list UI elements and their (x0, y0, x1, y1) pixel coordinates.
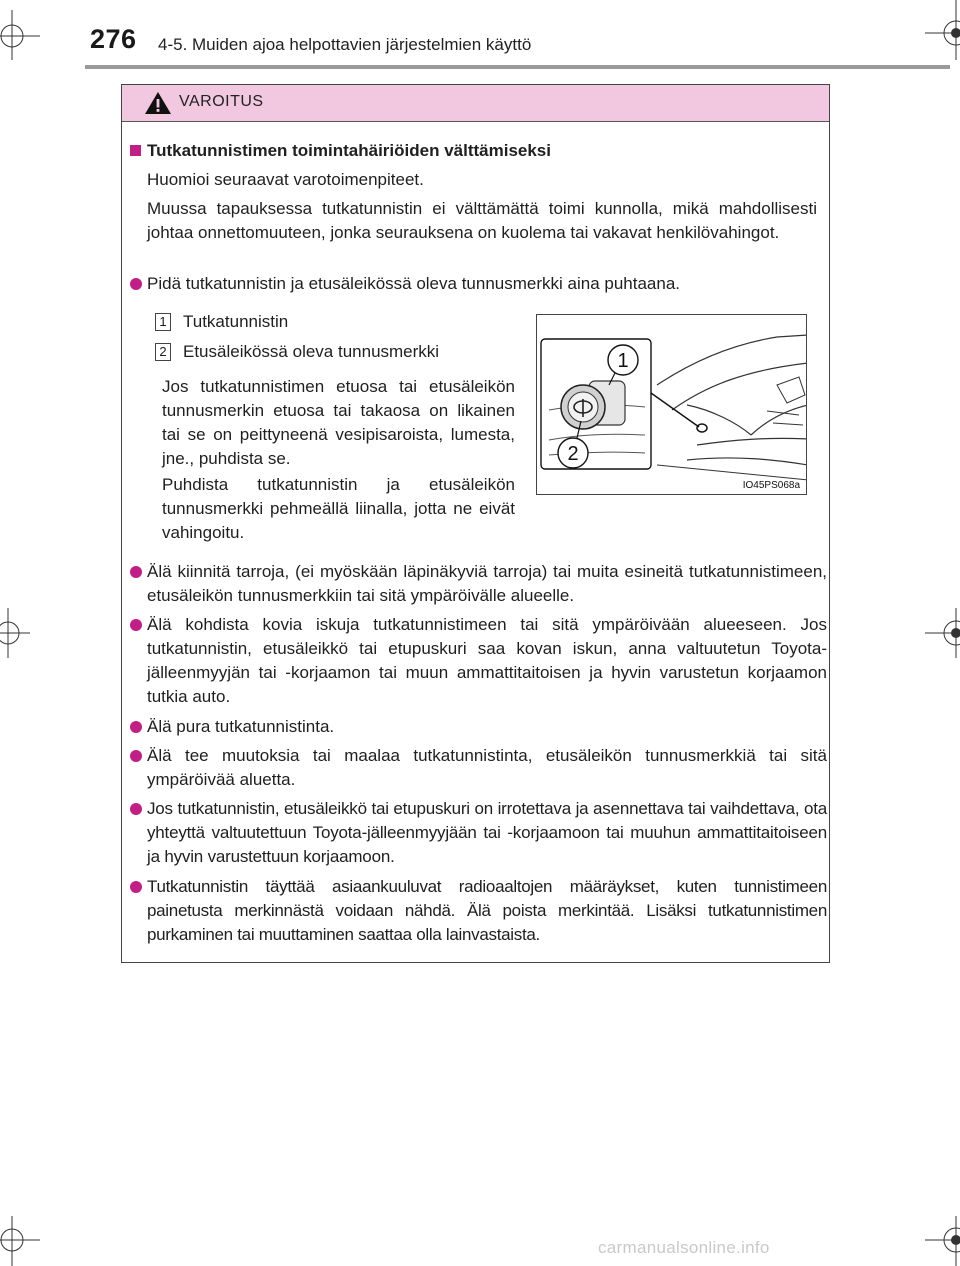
bullet-radio-regulations: Tutkatunnistin täyttää asiaankuuluvat radioaaltojen määräykset, kuten tunnistimeen painetusta merkinnästä voidaan nähdä. Älä poista merkintää. Lisäksi tutkatunnistimen purkaminen tai muuttaminen saattaa olla lainvastaista. (147, 877, 827, 944)
consequence-paragraph: Muussa tapauksessa tutkatunnistin ei välttämättä toimi kunnolla, mikä mahdollisesti johtaa onnettomuuteen, jonka seurauksena on kuolema tai vakavat henkilövahingot. (147, 199, 817, 242)
chapter-title: 4-5. Muiden ajoa helpottavien järjestelmien käyttö (158, 35, 532, 54)
callout-number-1: 1 (155, 313, 171, 331)
bullet-no-modifications: Älä tee muutoksia tai maalaa tutkatunnistinta, etusäleikön tunnusmerkkiä tai sitä ympäröivää aluetta. (147, 746, 827, 789)
warning-header (122, 85, 829, 122)
svg-text:1: 1 (617, 350, 629, 372)
warning-label: VAROITUS (179, 93, 264, 110)
callout-number-2: 2 (155, 343, 171, 361)
warning-box (121, 84, 830, 963)
soft-cloth-note: Puhdista tutkatunnistin ja etusäleikön tunnusmerkki pehmeällä liinalla, jotta ne eivät vahingoitu. (162, 475, 515, 542)
bullet-dot-icon (130, 750, 142, 762)
crop-mark-left-middle (0, 608, 30, 658)
car-front-illustration (537, 315, 807, 495)
warning-triangle-icon (144, 91, 172, 115)
callout-label-1: Tutkatunnistin (183, 312, 289, 331)
section-square-icon (130, 145, 141, 156)
bullet-dot-icon (130, 881, 142, 893)
crop-mark-top-left (0, 10, 40, 60)
header-rule (85, 65, 950, 69)
bullet-no-impacts: Älä kohdista kovia iskuja tutkatunnistimeen tai sitä ympäröivään alueeseen. Jos tutkatunnistin, etusäleikkö tai etupuskuri saa kovan iskun, anna valtuutetun Toyota-jälleenmyyjän tai -korjaamon tai muun ammattitaitoisen ja hyvin varustetun korjaamon tutkia auto. (147, 615, 827, 706)
bullet-keep-clean: Pidä tutkatunnistin ja etusäleikössä oleva tunnusmerkki aina puhtaana. (147, 274, 681, 293)
watermark: carmanualsonline.info (598, 1238, 770, 1257)
bullet-dot-icon (130, 619, 142, 631)
bullet-dot-icon (130, 721, 142, 733)
section-title: Tutkatunnistimen toimintahäiriöiden välttämiseksi (147, 141, 551, 160)
bullet-dot-icon (130, 278, 142, 290)
crop-mark-top-right (925, 0, 960, 60)
crop-mark-right-middle (925, 608, 960, 658)
bullet-do-not-disassemble: Älä pura tutkatunnistinta. (147, 717, 335, 736)
radar-sensor-figure (536, 314, 807, 495)
figure-code: IO45PS068a (742, 480, 800, 491)
callout-label-2: Etusäleikössä oleva tunnusmerkki (183, 342, 440, 361)
svg-text:2: 2 (567, 443, 579, 465)
intro-text: Huomioi seuraavat varotoimenpiteet. (147, 170, 424, 189)
page-number: 276 (90, 24, 137, 54)
bullet-dot-icon (130, 566, 142, 578)
bullet-dot-icon (130, 803, 142, 815)
bullet-no-stickers: Älä kiinnitä tarroja, (ei myöskään läpinäkyviä tarroja) tai muita esineitä tutkatunnistimeen, etusäleikön tunnusmerkkiin tai sitä ympäröivälle alueelle. (147, 562, 827, 605)
bullet-removal-dealer: Jos tutkatunnistin, etusäleikkö tai etupuskuri on irrotettava ja asennettava tai vaihdettava, ota yhteyttä valtuutettuun Toyota-jälleenmyyjään tai -korjaamoon tai muuhun ammattitaitoiseen ja hyvin varustettuun korjaamoon. (147, 799, 827, 866)
dirty-cleaning-note: Jos tutkatunnistimen etuosa tai etusäleikön tunnusmerkin etuosa tai takaosa on likainen tai se on peittyneenä vesipisaroista, lumesta, jne., puhdista se. (162, 377, 515, 468)
crop-mark-bottom-right (925, 1216, 960, 1266)
crop-mark-bottom-left (0, 1216, 40, 1266)
